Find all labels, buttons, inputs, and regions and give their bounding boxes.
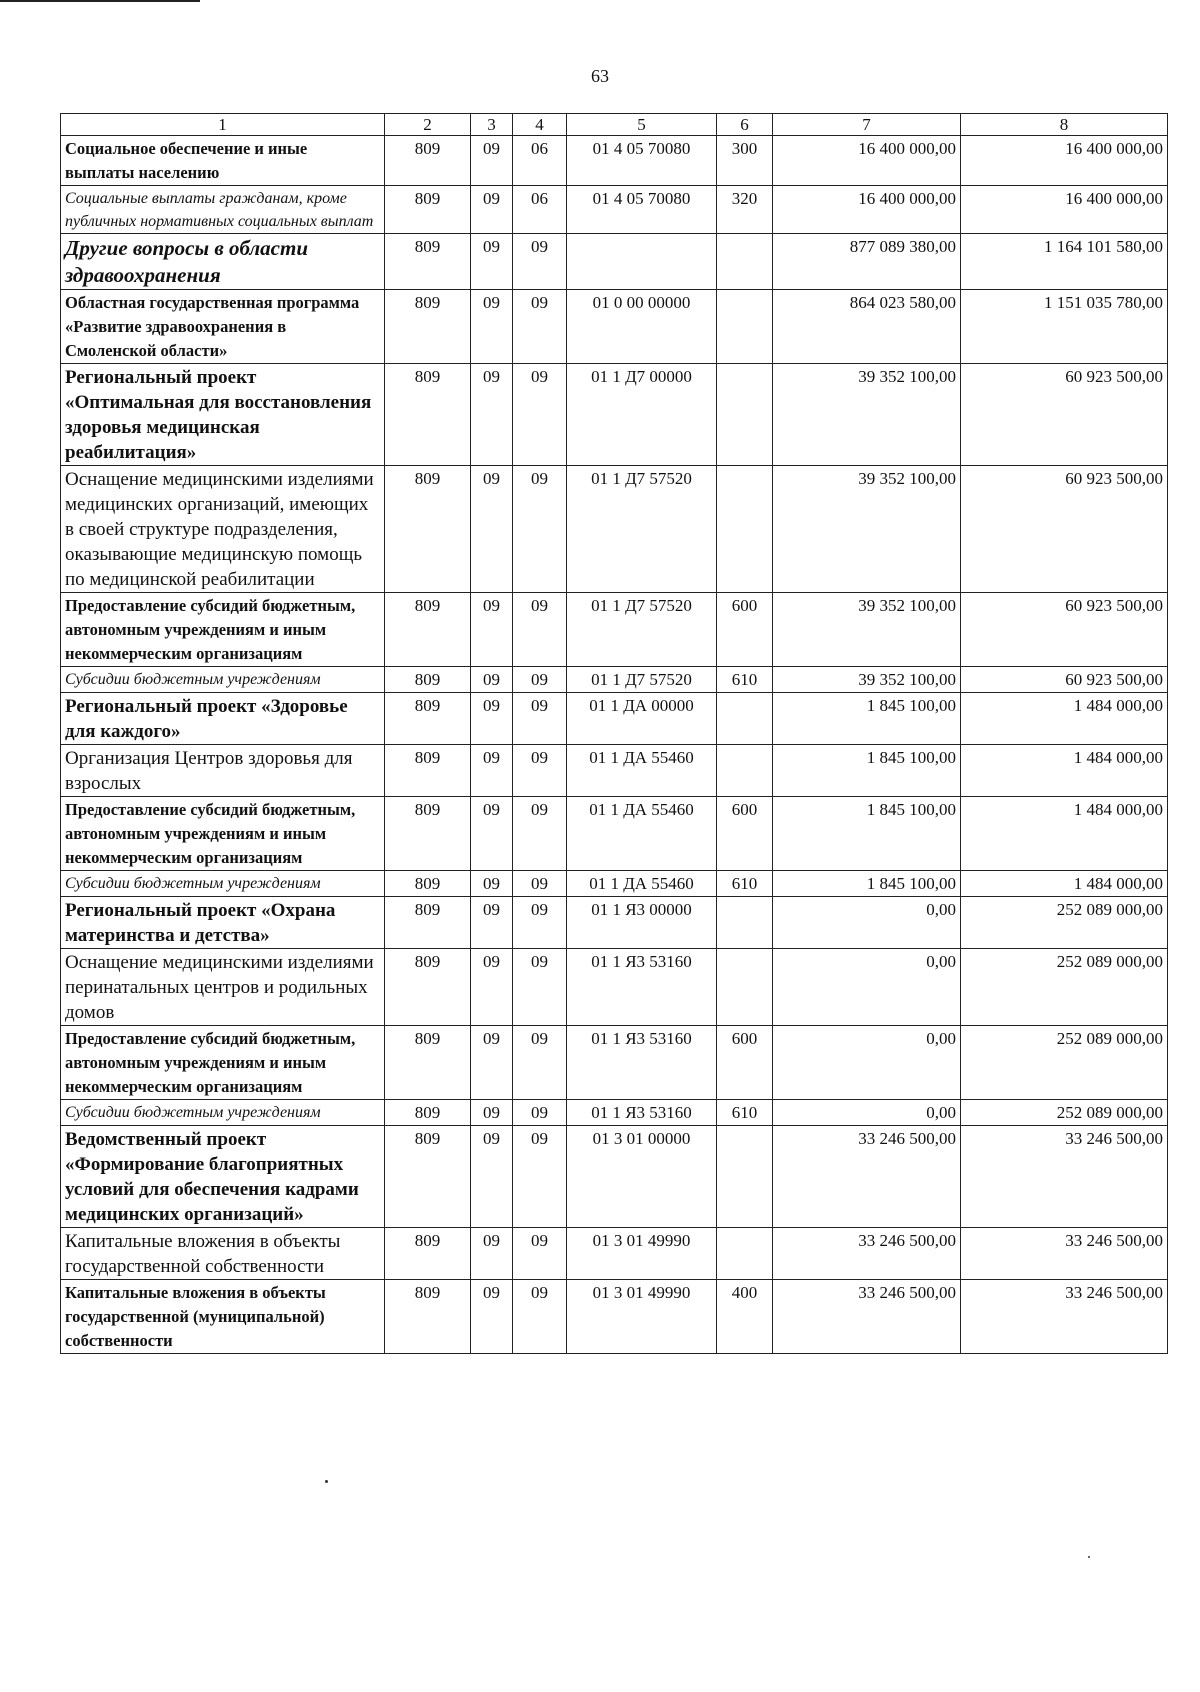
column-header: 1 [61, 114, 385, 136]
subsection-code-cell: 09 [513, 1126, 567, 1228]
amount-year-2-cell: 60 923 500,00 [961, 667, 1168, 693]
table-row [61, 1280, 1168, 1354]
row-name-cell: Капитальные вложения в объекты государственной собственности [61, 1228, 385, 1280]
amount-year-2-cell: 33 246 500,00 [961, 1228, 1168, 1280]
row-name-cell: Предоставление субсидий бюджетным, автономным учреждениям и иным некоммерческим организациям [61, 797, 385, 871]
ministry-code-cell: 809 [385, 745, 471, 797]
table-row [61, 1126, 1168, 1228]
section-code-cell: 09 [471, 234, 513, 290]
section-code-cell: 09 [471, 667, 513, 693]
table-row [61, 364, 1168, 466]
expense-type-cell: 600 [717, 797, 773, 871]
target-article-cell: 01 1 ДА 00000 [567, 693, 717, 745]
section-code-cell: 09 [471, 1100, 513, 1126]
expense-type-cell [717, 1126, 773, 1228]
amount-year-1-cell: 1 845 100,00 [773, 797, 961, 871]
amount-year-2-cell: 33 246 500,00 [961, 1280, 1168, 1354]
section-code-cell: 09 [471, 593, 513, 667]
expense-type-cell [717, 1228, 773, 1280]
section-code-cell: 09 [471, 1026, 513, 1100]
row-name-cell: Капитальные вложения в объекты государственной (муниципальной) собственности [61, 1280, 385, 1354]
row-name-cell: Социальные выплаты гражданам, кроме публичных нормативных социальных выплат [61, 186, 385, 234]
amount-year-1-cell: 33 246 500,00 [773, 1228, 961, 1280]
ministry-code-cell: 809 [385, 466, 471, 593]
subsection-code-cell: 09 [513, 871, 567, 897]
table-row [61, 136, 1168, 186]
row-name-cell: Предоставление субсидий бюджетным, автономным учреждениям и иным некоммерческим организациям [61, 593, 385, 667]
subsection-code-cell: 06 [513, 186, 567, 234]
subsection-code-cell: 09 [513, 949, 567, 1026]
column-header: 4 [513, 114, 567, 136]
amount-year-1-cell: 0,00 [773, 949, 961, 1026]
section-code-cell: 09 [471, 1280, 513, 1354]
subsection-code-cell: 09 [513, 1280, 567, 1354]
ministry-code-cell: 809 [385, 593, 471, 667]
amount-year-2-cell: 1 151 035 780,00 [961, 290, 1168, 364]
column-header: 6 [717, 114, 773, 136]
amount-year-1-cell: 877 089 380,00 [773, 234, 961, 290]
expense-type-cell [717, 949, 773, 1026]
amount-year-2-cell: 1 484 000,00 [961, 745, 1168, 797]
table-row [61, 745, 1168, 797]
table-row [61, 1026, 1168, 1100]
target-article-cell: 01 1 Я3 00000 [567, 897, 717, 949]
row-name-cell: Оснащение медицинскими изделиями перинатальных центров и родильных домов [61, 949, 385, 1026]
row-name-cell: Региональный проект «Здоровье для каждого» [61, 693, 385, 745]
target-article-cell [567, 234, 717, 290]
ministry-code-cell: 809 [385, 290, 471, 364]
target-article-cell: 01 1 Д7 57520 [567, 667, 717, 693]
ministry-code-cell: 809 [385, 1100, 471, 1126]
target-article-cell: 01 1 Я3 53160 [567, 949, 717, 1026]
expense-type-cell [717, 290, 773, 364]
expense-type-cell: 610 [717, 667, 773, 693]
amount-year-2-cell: 1 164 101 580,00 [961, 234, 1168, 290]
amount-year-2-cell: 252 089 000,00 [961, 1026, 1168, 1100]
target-article-cell: 01 4 05 70080 [567, 136, 717, 186]
table-row [61, 693, 1168, 745]
table-row [61, 1228, 1168, 1280]
target-article-cell: 01 1 Я3 53160 [567, 1026, 717, 1100]
ministry-code-cell: 809 [385, 234, 471, 290]
section-code-cell: 09 [471, 1228, 513, 1280]
subsection-code-cell: 09 [513, 1100, 567, 1126]
section-code-cell: 09 [471, 186, 513, 234]
amount-year-1-cell: 0,00 [773, 1026, 961, 1100]
table-row [61, 897, 1168, 949]
amount-year-1-cell: 864 023 580,00 [773, 290, 961, 364]
subsection-code-cell: 09 [513, 593, 567, 667]
target-article-cell: 01 4 05 70080 [567, 186, 717, 234]
row-name-cell: Оснащение медицинскими изделиями медицинских организаций, имеющих в своей структуре подразделения, оказывающие медицинскую помощь по медицинской реабилитации [61, 466, 385, 593]
budget-table [60, 113, 1168, 1354]
subsection-code-cell: 09 [513, 897, 567, 949]
target-article-cell: 01 3 01 49990 [567, 1280, 717, 1354]
subsection-code-cell: 09 [513, 466, 567, 593]
target-article-cell: 01 1 ДА 55460 [567, 745, 717, 797]
section-code-cell: 09 [471, 693, 513, 745]
expense-type-cell: 600 [717, 1026, 773, 1100]
subsection-code-cell: 09 [513, 1228, 567, 1280]
amount-year-1-cell: 0,00 [773, 897, 961, 949]
expense-type-cell [717, 897, 773, 949]
ministry-code-cell: 809 [385, 186, 471, 234]
subsection-code-cell: 09 [513, 745, 567, 797]
ministry-code-cell: 809 [385, 1280, 471, 1354]
target-article-cell: 01 1 ДА 55460 [567, 797, 717, 871]
ministry-code-cell: 809 [385, 364, 471, 466]
table-row [61, 466, 1168, 593]
target-article-cell: 01 0 00 00000 [567, 290, 717, 364]
column-header: 8 [961, 114, 1168, 136]
subsection-code-cell: 09 [513, 667, 567, 693]
target-article-cell: 01 3 01 49990 [567, 1228, 717, 1280]
ministry-code-cell: 809 [385, 136, 471, 186]
table-row [61, 667, 1168, 693]
amount-year-2-cell: 16 400 000,00 [961, 186, 1168, 234]
amount-year-1-cell: 16 400 000,00 [773, 136, 961, 186]
expense-type-cell: 320 [717, 186, 773, 234]
row-name-cell: Субсидии бюджетным учреждениям [61, 1100, 385, 1126]
row-name-cell: Другие вопросы в области здравоохранения [61, 234, 385, 290]
table-row [61, 949, 1168, 1026]
target-article-cell: 01 3 01 00000 [567, 1126, 717, 1228]
section-code-cell: 09 [471, 897, 513, 949]
amount-year-1-cell: 39 352 100,00 [773, 466, 961, 593]
expense-type-cell [717, 693, 773, 745]
page-number: 63 [591, 66, 609, 86]
subsection-code-cell: 06 [513, 136, 567, 186]
amount-year-2-cell: 60 923 500,00 [961, 364, 1168, 466]
amount-year-1-cell: 1 845 100,00 [773, 745, 961, 797]
row-name-cell: Региональный проект «Оптимальная для восстановления здоровья медицинская реабилитация» [61, 364, 385, 466]
section-code-cell: 09 [471, 949, 513, 1026]
ministry-code-cell: 809 [385, 949, 471, 1026]
section-code-cell: 09 [471, 1126, 513, 1228]
expense-type-cell: 400 [717, 1280, 773, 1354]
row-name-cell: Организация Центров здоровья для взрослых [61, 745, 385, 797]
row-name-cell: Субсидии бюджетным учреждениям [61, 871, 385, 897]
scan-speck [1088, 1556, 1090, 1558]
amount-year-2-cell: 60 923 500,00 [961, 593, 1168, 667]
expense-type-cell [717, 364, 773, 466]
ministry-code-cell: 809 [385, 693, 471, 745]
expense-type-cell: 600 [717, 593, 773, 667]
section-code-cell: 09 [471, 871, 513, 897]
expense-type-cell: 610 [717, 871, 773, 897]
row-name-cell: Социальное обеспечение и иные выплаты населению [61, 136, 385, 186]
ministry-code-cell: 809 [385, 871, 471, 897]
ministry-code-cell: 809 [385, 667, 471, 693]
expense-type-cell [717, 745, 773, 797]
table-row [61, 797, 1168, 871]
row-name-cell: Региональный проект «Охрана материнства и детства» [61, 897, 385, 949]
amount-year-1-cell: 33 246 500,00 [773, 1126, 961, 1228]
subsection-code-cell: 09 [513, 693, 567, 745]
subsection-code-cell: 09 [513, 364, 567, 466]
scan-corner-line [0, 0, 200, 2]
section-code-cell: 09 [471, 290, 513, 364]
scan-speck [325, 1480, 328, 1483]
amount-year-1-cell: 1 845 100,00 [773, 871, 961, 897]
subsection-code-cell: 09 [513, 290, 567, 364]
amount-year-2-cell: 252 089 000,00 [961, 949, 1168, 1026]
row-name-cell: Ведомственный проект «Формирование благоприятных условий для обеспечения кадрами медицинских организаций» [61, 1126, 385, 1228]
ministry-code-cell: 809 [385, 897, 471, 949]
table-row [61, 186, 1168, 234]
amount-year-2-cell: 1 484 000,00 [961, 693, 1168, 745]
table-row [61, 1100, 1168, 1126]
section-code-cell: 09 [471, 364, 513, 466]
amount-year-2-cell: 252 089 000,00 [961, 897, 1168, 949]
subsection-code-cell: 09 [513, 1026, 567, 1100]
ministry-code-cell: 809 [385, 1026, 471, 1100]
table-row [61, 593, 1168, 667]
amount-year-2-cell: 33 246 500,00 [961, 1126, 1168, 1228]
amount-year-1-cell: 39 352 100,00 [773, 364, 961, 466]
expense-type-cell [717, 234, 773, 290]
ministry-code-cell: 809 [385, 1228, 471, 1280]
subsection-code-cell: 09 [513, 797, 567, 871]
amount-year-1-cell: 1 845 100,00 [773, 693, 961, 745]
row-name-cell: Предоставление субсидий бюджетным, автономным учреждениям и иным некоммерческим организациям [61, 1026, 385, 1100]
row-name-cell: Областная государственная программа «Развитие здравоохранения в Смоленской области» [61, 290, 385, 364]
amount-year-2-cell: 60 923 500,00 [961, 466, 1168, 593]
expense-type-cell [717, 466, 773, 593]
amount-year-2-cell: 252 089 000,00 [961, 1100, 1168, 1126]
amount-year-2-cell: 1 484 000,00 [961, 871, 1168, 897]
amount-year-1-cell: 39 352 100,00 [773, 593, 961, 667]
column-header: 5 [567, 114, 717, 136]
expense-type-cell: 300 [717, 136, 773, 186]
section-code-cell: 09 [471, 136, 513, 186]
target-article-cell: 01 1 ДА 55460 [567, 871, 717, 897]
ministry-code-cell: 809 [385, 1126, 471, 1228]
table-row [61, 290, 1168, 364]
expense-type-cell: 610 [717, 1100, 773, 1126]
table-row [61, 234, 1168, 290]
section-code-cell: 09 [471, 797, 513, 871]
ministry-code-cell: 809 [385, 797, 471, 871]
amount-year-1-cell: 33 246 500,00 [773, 1280, 961, 1354]
amount-year-2-cell: 1 484 000,00 [961, 797, 1168, 871]
amount-year-1-cell: 16 400 000,00 [773, 186, 961, 234]
column-header: 3 [471, 114, 513, 136]
column-header: 7 [773, 114, 961, 136]
table-row [61, 871, 1168, 897]
amount-year-2-cell: 16 400 000,00 [961, 136, 1168, 186]
target-article-cell: 01 1 Д7 57520 [567, 466, 717, 593]
amount-year-1-cell: 0,00 [773, 1100, 961, 1126]
section-code-cell: 09 [471, 745, 513, 797]
row-name-cell: Субсидии бюджетным учреждениям [61, 667, 385, 693]
target-article-cell: 01 1 Д7 00000 [567, 364, 717, 466]
section-code-cell: 09 [471, 466, 513, 593]
target-article-cell: 01 1 Я3 53160 [567, 1100, 717, 1126]
header-row [61, 114, 1168, 136]
target-article-cell: 01 1 Д7 57520 [567, 593, 717, 667]
table-body [61, 136, 1168, 1354]
column-header: 2 [385, 114, 471, 136]
amount-year-1-cell: 39 352 100,00 [773, 667, 961, 693]
subsection-code-cell: 09 [513, 234, 567, 290]
